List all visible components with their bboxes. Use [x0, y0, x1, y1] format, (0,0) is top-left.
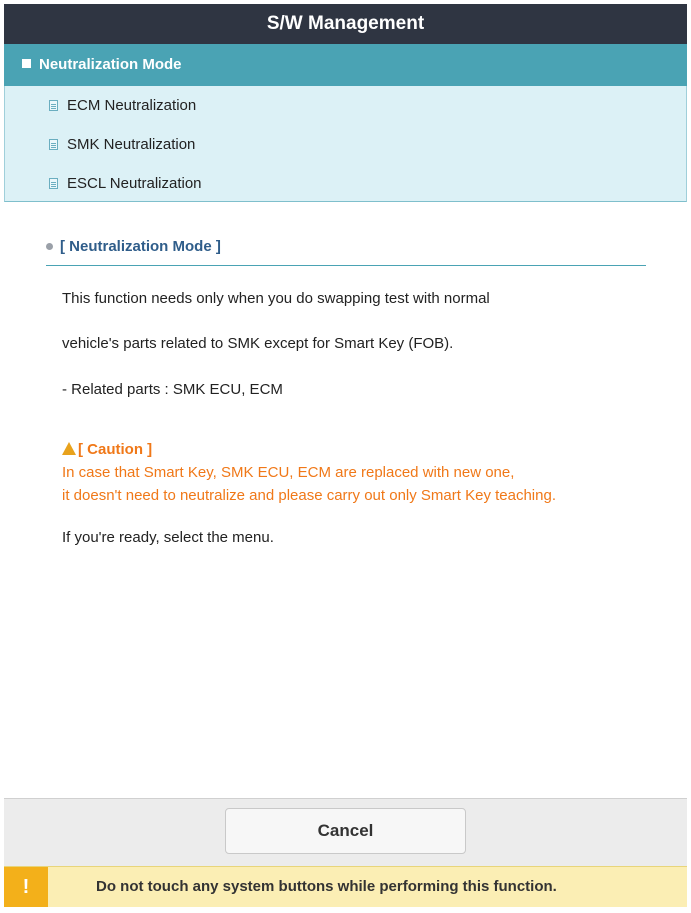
document-icon [49, 100, 58, 111]
section-title [46, 238, 646, 266]
menu-item-label: ECM Neutralization [67, 97, 197, 114]
window-title: S/W Management [4, 4, 687, 44]
bullet-icon [46, 243, 53, 250]
notice-bar [4, 866, 687, 907]
caution-line-2: it doesn't need to neutralize and please carry out only Smart Key teaching. [62, 487, 556, 504]
warning-icon [62, 442, 76, 455]
menu-item-smk-neutralization[interactable] [49, 133, 195, 157]
document-icon [49, 139, 58, 150]
menu-item-ecm-neutralization[interactable] [49, 94, 196, 118]
menu-header[interactable] [4, 44, 687, 86]
notice-text: Do not touch any system buttons while performing this function. [96, 878, 557, 895]
cancel-button[interactable]: Cancel [225, 808, 466, 854]
caution-title [62, 441, 152, 458]
ready-text: If you're ready, select the menu. [62, 529, 274, 546]
description-line-1: This function needs only when you do swapping test with normal [62, 290, 490, 307]
section-title-text: [ Neutralization Mode ] [60, 238, 221, 255]
caution-title-text: [ Caution ] [78, 441, 153, 458]
document-icon [49, 178, 58, 189]
exclamation-icon: ! [4, 867, 48, 907]
menu-item-label: SMK Neutralization [67, 136, 196, 153]
related-parts: - Related parts : SMK ECU, ECM [62, 381, 283, 398]
description-line-2: vehicle's parts related to SMK except for Smart Key (FOB). [62, 335, 454, 352]
caution-line-1: In case that Smart Key, SMK ECU, ECM are replaced with new one, [62, 464, 515, 481]
menu-header-label: Neutralization Mode [39, 56, 182, 73]
square-icon [22, 59, 31, 68]
menu-item-label: ESCL Neutralization [67, 175, 202, 192]
menu-list [4, 86, 687, 202]
menu-item-escl-neutralization[interactable] [49, 172, 202, 196]
